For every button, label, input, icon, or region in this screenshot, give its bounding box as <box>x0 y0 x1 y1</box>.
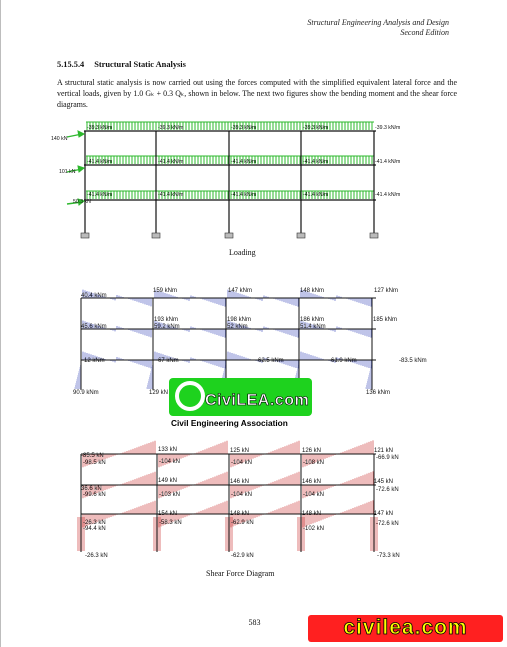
udl-floor2-arrows <box>86 156 374 164</box>
moment-label: 147 kNm <box>228 288 253 294</box>
moment-label: 52 kNm <box>227 324 248 330</box>
header-title: Structural Engineering Analysis and Design <box>307 18 449 27</box>
shear-label: -72.6 kN <box>376 521 399 527</box>
moment-label: 193 kNm <box>154 317 179 323</box>
shear-label: 154 kN <box>158 511 178 517</box>
shear-label: -103 kN <box>159 492 181 498</box>
udl-label: -41.4 kN/m <box>231 159 257 165</box>
udl-label: -41.4 kN/m <box>87 192 113 198</box>
udl-label: -41.4 kN/m <box>375 159 401 165</box>
frame-lines <box>81 454 376 552</box>
shear-label: -108 kN <box>303 460 325 466</box>
udl-label: -41.4 kN/m <box>303 159 329 165</box>
udl-label: -39.3 kN/m <box>87 125 113 131</box>
shear-label: -104 kN <box>159 459 181 465</box>
shear-label: 149 kN <box>158 478 178 484</box>
shear-label: 36.6 kN <box>81 486 102 492</box>
udl-label: -41.4 kN/m <box>158 192 184 198</box>
shear-label: 148 kN <box>302 511 322 517</box>
udl-label: -41.4 kN/m <box>375 192 401 198</box>
moment-label: 185 kNm <box>373 317 398 323</box>
shear-label: -102 kN <box>303 526 325 532</box>
moment-label: 148 kNm <box>300 288 325 294</box>
udl-label: -41.4 kN/m <box>303 192 329 198</box>
shear-label: -26.3 kN <box>83 520 106 526</box>
shear-label: 147 kN <box>374 511 394 517</box>
support-blocks <box>81 233 378 238</box>
shear-label: 126 kN <box>302 448 322 454</box>
frame-lines <box>81 298 376 390</box>
section-title: Structural Static Analysis <box>94 60 186 69</box>
frame-lines <box>84 131 376 233</box>
shear-label: -72.6 kN <box>376 487 399 493</box>
shear-label: -94.4 kN <box>83 526 106 532</box>
udl-floor1-arrows <box>86 191 374 199</box>
moment-label: 59.2 kNm <box>154 324 180 330</box>
moment-label: 186 kNm <box>300 317 325 323</box>
shear-hatching <box>77 440 378 550</box>
shear-label: -26.3 kN <box>85 553 108 559</box>
logo-mark-icon <box>175 381 205 411</box>
shear-label: 146 kN <box>302 479 322 485</box>
body-paragraph: A structural static analysis is now carried out using the forces computed with the simplified equivalent lateral force and the vertical loads, given by 1.0 Gₖ + 0.3 Qₖ, shown in below. The next two figures show the bending moment and the shear force diagrams. <box>57 78 457 109</box>
udl-label: -41.4 kN/m <box>158 159 184 165</box>
moment-label: 40.4 kNm <box>81 293 107 299</box>
loading-caption: Loading <box>229 248 256 257</box>
udl-label: -39.3 kN/m <box>231 125 257 131</box>
moment-label: 45.6 kNm <box>81 324 107 330</box>
moment-hatching <box>75 290 373 388</box>
shear-label: -62.9 kN <box>231 520 254 526</box>
moment-label: 198 kNm <box>227 317 252 323</box>
udl-label: -41.4 kN/m <box>231 192 257 198</box>
moment-label: -61.9 kNm <box>329 358 357 364</box>
page-number: 583 <box>248 618 261 627</box>
udl-label: -39.3 kN/m <box>158 125 184 131</box>
shear-label: -66.9 kN <box>376 455 399 461</box>
running-header <box>307 18 449 38</box>
shear-label: -104 kN <box>231 492 253 498</box>
udl-label: -39.3 kN/m <box>375 125 401 131</box>
corner-watermark-text: civilea.com <box>343 616 468 639</box>
shear-label: 145 kN <box>374 479 394 485</box>
shear-label: -85.5 kN <box>81 453 104 459</box>
moment-label: 136 kNm <box>366 390 391 396</box>
shear-label: 121 kN <box>374 448 394 454</box>
shear-label: -99.6 kN <box>83 492 106 498</box>
moment-label: 127 kNm <box>374 288 399 294</box>
shear-force-diagram <box>1 436 507 566</box>
moment-label: -83.5 kNm <box>399 358 427 364</box>
lateral-load-arrows <box>67 131 84 205</box>
shear-label: -58.3 kN <box>159 520 182 526</box>
udl-label: -41.4 kN/m <box>87 159 113 165</box>
lateral-load-roof: 140 kN <box>51 136 68 142</box>
moment-label: -62.5 kNm <box>256 358 284 364</box>
moment-label: 129 kN <box>149 390 169 396</box>
moment-label: -12 kNm <box>82 358 105 364</box>
shear-label: -73.3 kN <box>377 553 400 559</box>
corner-watermark <box>308 615 503 642</box>
udl-roof-arrows <box>86 122 374 130</box>
moment-label: 159 kNm <box>153 288 178 294</box>
shear-label: -104 kN <box>303 492 325 498</box>
civilea-logo <box>169 378 312 430</box>
lateral-load-floor2: 101 kN <box>59 169 76 175</box>
shear-label: 148 kN <box>230 511 250 517</box>
shear-label: -104 kN <box>231 460 253 466</box>
moment-label: 51.4 kNm <box>300 324 326 330</box>
logo-tagline: Civil Engineering Association <box>171 418 288 428</box>
shear-label: 125 kN <box>230 448 250 454</box>
udl-label: -39.3 kN/m <box>303 125 329 131</box>
shear-caption: Shear Force Diagram <box>206 569 275 578</box>
lateral-load-floor1: 50.3 kN <box>73 199 91 205</box>
section-heading <box>57 60 196 69</box>
shear-label: 146 kN <box>230 479 250 485</box>
moment-label: -67 kNm <box>156 358 179 364</box>
shear-label: 133 kN <box>158 447 178 453</box>
moment-label: 90.9 kNm <box>73 390 99 396</box>
shear-label: -62.9 kN <box>231 553 254 559</box>
section-number: 5.15.5.4 <box>57 60 85 69</box>
header-edition: Second Edition <box>400 28 449 37</box>
shear-label: -98.5 kN <box>83 460 106 466</box>
logo-text: CiviLEA.com <box>205 392 310 409</box>
